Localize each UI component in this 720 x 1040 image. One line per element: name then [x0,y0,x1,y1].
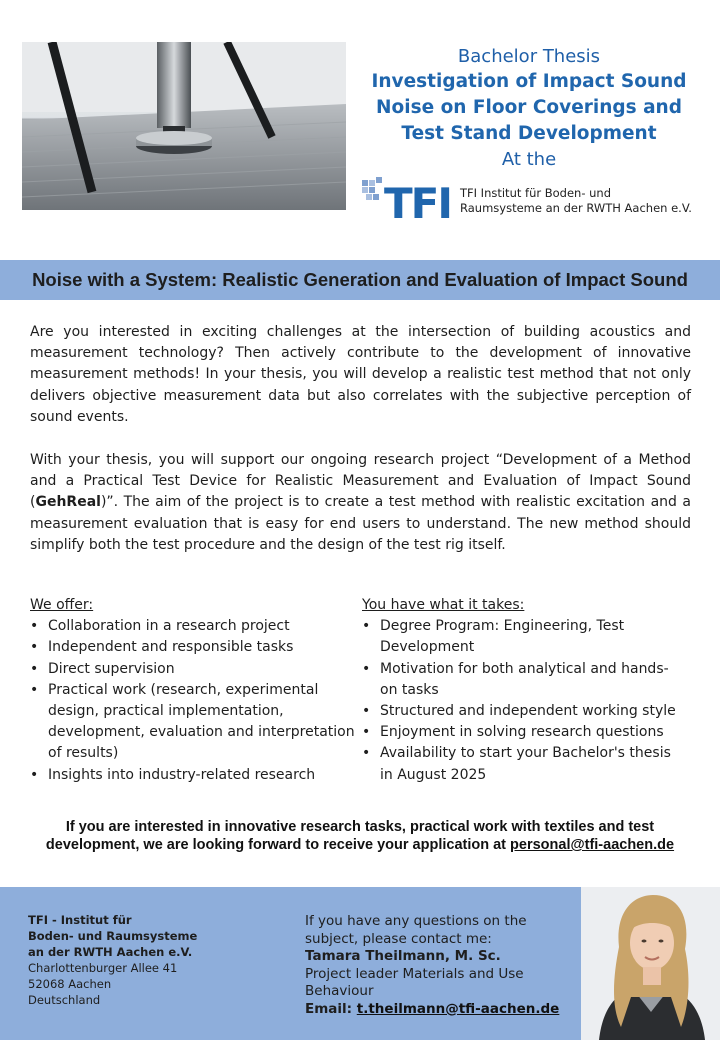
intro-paragraph-1: Are you interested in exciting challenges at the intersection of building acoustics and measurement technology? Then actively contribute to the development of innovative measurement methods! In your thesis, you will develop a realistic test method that not only delivers objective measurement data but also correlates with the subjective perception of sound events. [30,324,691,425]
banner-title: Noise with a System: Realistic Generation and Evaluation of Impact Sound [32,269,688,290]
org-name-line-1: TFI - Institut für [28,913,132,927]
list-item: • Structured and independent working style [362,701,682,722]
list-item: • Direct supervision [30,659,360,680]
header [364,44,694,172]
address-city: 52068 Aachen [28,977,112,991]
list-item: • Independent and responsible tasks [30,637,360,658]
contact-email [305,1001,570,1019]
offer-section [30,595,360,786]
header-subtitle: Bachelor Thesis [457,46,601,67]
requirements-section [362,595,682,786]
address-street: Charlottenburger Allee 41 [28,961,178,975]
contact-role: Project leader Materials and Use Behaviour [305,965,524,999]
closing-statement [30,818,690,854]
contact-portrait [581,887,720,1040]
contact-name: Tamara Theilmann, M. Sc. [305,948,501,964]
address-country: Deutschland [28,993,101,1007]
closing-line-2-text: development, we are looking forward to receive your application at [45,837,511,853]
contact-email-link[interactable]: t.theilmann@tfi-aachen.de [356,1000,560,1017]
header-title-line-3: Test Stand Development [401,123,657,144]
offer-heading: We offer: [30,597,94,613]
header-at-the: At the [501,149,557,170]
email-label: Email: [305,1000,357,1017]
requirements-list [362,616,682,786]
impact-tester-photo [22,42,346,210]
intro-paragraph-2 [30,450,691,556]
offer-list [30,616,360,786]
tfi-logo-mark [362,176,454,222]
title-banner [0,260,720,300]
list-item: • Collaboration in a research project [30,616,360,637]
list-item: • Availability to start your Bachelor's thesis in August 2025 [362,743,682,785]
intro-paragraph-2-text-a: With your thesis, you will support our ongoing research project “Development of a Method and a Practical Test Device for Realistic Measurement and Evaluation of Impact Sound ( [30,452,691,511]
org-name-line-3: an der RWTH Aachen e.V. [28,945,193,959]
list-item: • Enjoyment in solving research questions [362,722,682,743]
logo-caption-line-2: Raumsysteme an der RWTH Aachen e.V. [460,201,692,215]
project-acronym: GehReal [35,494,101,511]
logo-caption [460,186,692,216]
requirements-heading: You have what it takes: [362,597,525,613]
tfi-logo [362,176,702,222]
list-item: • Practical work (research, experimental design, practical implementation, development, evaluation and interpretation of results) [30,680,360,765]
list-item: • Motivation for both analytical and hands-on tasks [362,659,682,701]
closing-line-2 [30,836,690,854]
application-email-link[interactable]: personal@tfi-aachen.de [510,837,675,853]
closing-line-1: If you are interested in innovative research tasks, practical work with textiles and test [65,819,655,835]
logo-caption-line-1: TFI Institut für Boden- und [460,186,612,200]
list-item: • Degree Program: Engineering, Test Development [362,616,682,658]
header-title-line-1: Investigation of Impact Sound [371,71,687,92]
org-name-line-2: Boden- und Raumsysteme [28,929,198,943]
intro-paragraph-2-text-b: )”. The aim of the project is to create a test method with realistic excitation and a measurement evaluation that is easy for end users to understand. The new method should simplify both the test procedure and the design of the test rig itself. [30,494,691,553]
contact-intro: If you have any questions on the subject, please contact me: [305,913,527,947]
svg-text:TFI: TFI [384,179,451,222]
institute-address [28,912,197,1008]
contact-block [305,913,570,1018]
header-title-line-2: Noise on Floor Coverings and [376,97,682,118]
list-item: • Insights into industry-related research [30,765,360,786]
